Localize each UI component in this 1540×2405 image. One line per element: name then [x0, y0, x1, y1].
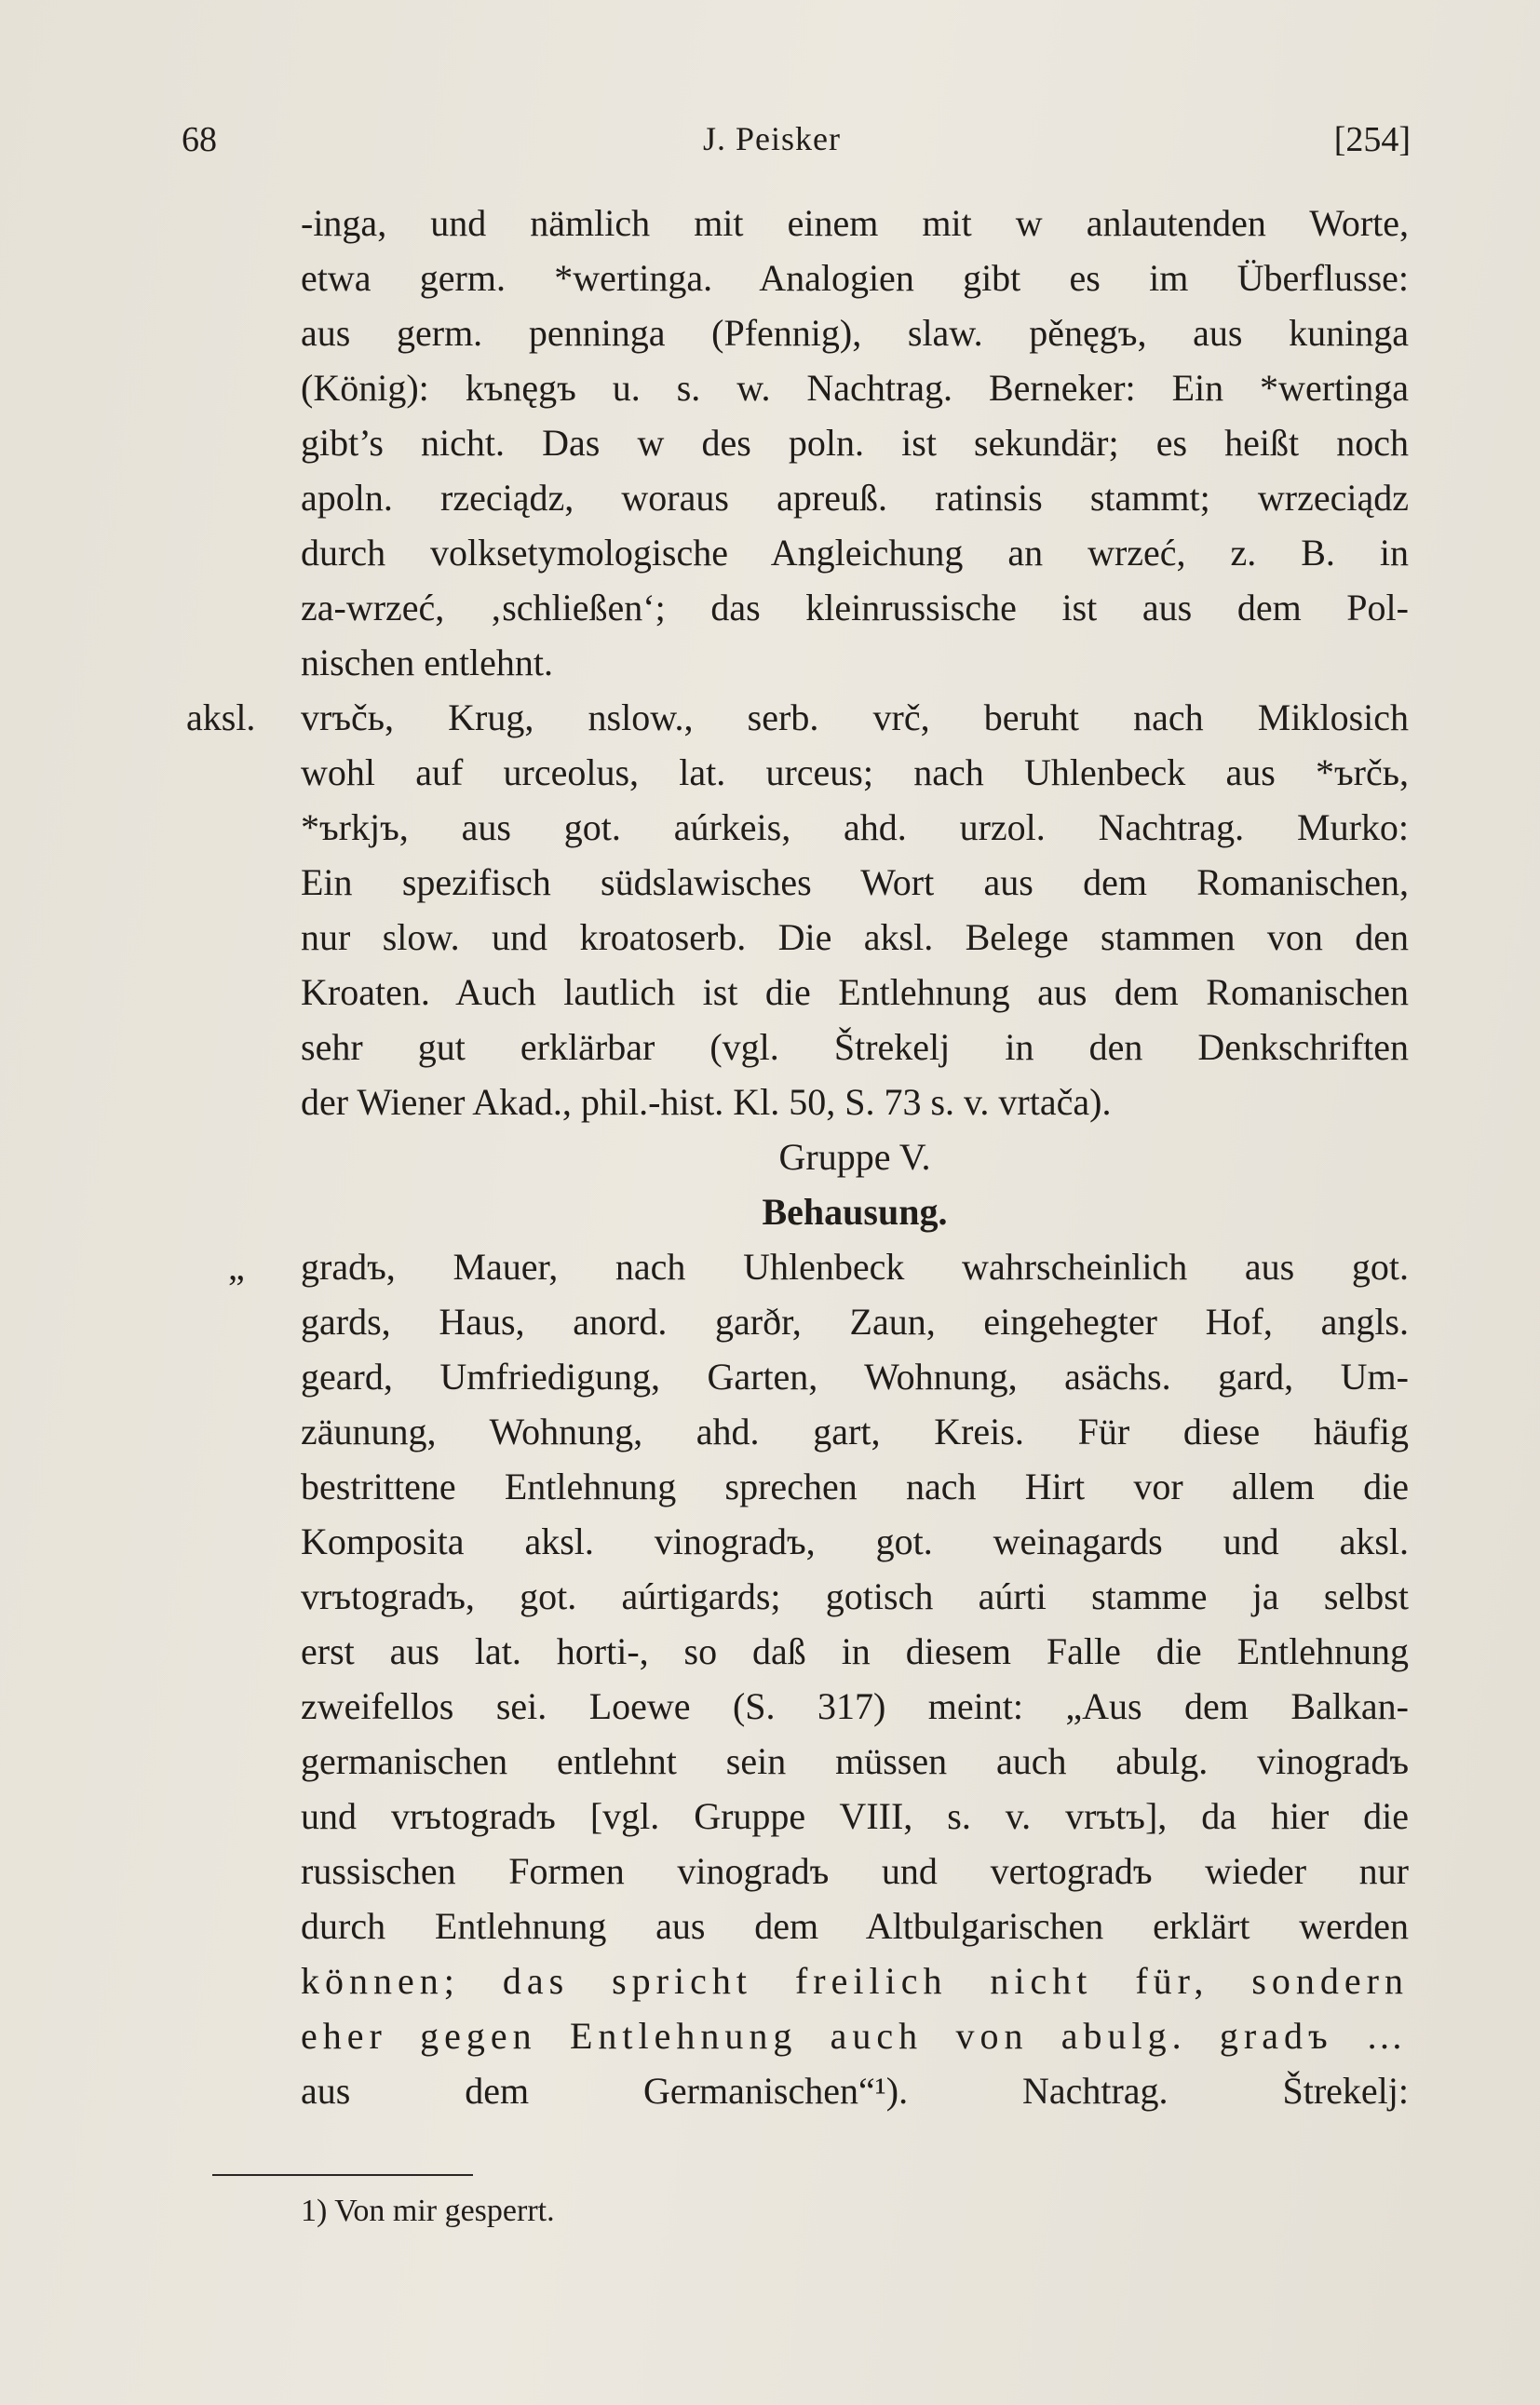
- text-line: gradъ, Mauer, nach Uhlenbeck wahrscheinlich aus got.: [301, 1246, 1409, 1288]
- text-line: russischen Formen vinogradъ und vertogradъ wieder nur: [301, 1850, 1409, 1892]
- page-number: 68: [182, 120, 217, 159]
- text-line: Kroaten. Auch lautlich ist die Entlehnung aus dem Romanischen: [301, 971, 1409, 1013]
- text-line: apoln. rzeciądz, woraus apreuß. ratinsis stammt; wrzeciądz: [301, 477, 1409, 519]
- text-line: bestrittene Entlehnung sprechen nach Hirt vor allem die: [301, 1466, 1409, 1507]
- main-text: [186, 196, 1409, 2118]
- text-line: erst aus lat. horti-, so daß in diesem Falle die Entlehnung: [301, 1630, 1409, 1672]
- text-line: durch Entlehnung aus dem Altbulgarischen erklärt werden: [301, 1905, 1409, 1947]
- margin-label-aksl: aksl.: [186, 696, 256, 738]
- group-title: Gruppe V.: [778, 1136, 931, 1178]
- section-heading: Behausung.: [762, 1191, 948, 1233]
- text-line: gibt’s nicht. Das w des poln. ist sekundär; es heißt noch: [301, 422, 1409, 464]
- text-line: und vrъtogradъ [vgl. Gruppe VIII, s. v. vrъtъ], da hier die: [301, 1795, 1409, 1837]
- text-line: der Wiener Akad., phil.-hist. Kl. 50, S. 73 s. v. vrtača).: [301, 1081, 1112, 1123]
- text-line: geard, Umfriedigung, Garten, Wohnung, asächs. gard, Um-: [301, 1356, 1409, 1398]
- text-line: *ъrkjъ, aus got. aúrkeis, ahd. urzol. Nachtrag. Murko:: [301, 806, 1409, 848]
- text-line: nur slow. und kroatoserb. Die aksl. Belege stammen von den: [301, 916, 1409, 958]
- text-line-spaced: können; das spricht freilich nicht für, sondern: [301, 1960, 1409, 2002]
- text-line: sehr gut erklärbar (vgl. Štrekelj in den Denkschriften: [301, 1026, 1409, 1068]
- text-line: wohl auf urceolus, lat. urceus; nach Uhlenbeck aus *ъrčь,: [301, 751, 1409, 793]
- text-line-spaced: eher gegen Entlehnung auch von abulg. gradъ …: [301, 2015, 1409, 2057]
- text-line: zäunung, Wohnung, ahd. gart, Kreis. Für diese häufig: [301, 1411, 1409, 1452]
- entry-gradu: [228, 1239, 1409, 2118]
- text-line: aus germ. penninga (Pfennig), slaw. pěnęgъ, aus kuninga: [301, 312, 1409, 354]
- text-line: aus dem Germanischen“¹). Nachtrag. Štrekelj:: [301, 2070, 1409, 2112]
- footnote: 1) Von mir gesperrt.: [301, 2194, 555, 2228]
- text-line: -inga, und nämlich mit einem mit w anlautenden Worte,: [301, 202, 1409, 244]
- text-line: vrъtogradъ, got. aúrtigards; gotisch aúrti stamme ja selbst: [301, 1575, 1409, 1617]
- entry-vrucu: [186, 690, 1409, 1129]
- text-line: durch volksetymologische Angleichung an wrzeć, z. B. in: [301, 532, 1409, 574]
- running-title: J. Peisker: [703, 120, 841, 157]
- text-line: (König): kъnęgъ u. s. w. Nachtrag. Berneker: Ein *wertinga: [301, 367, 1409, 409]
- text-line: germanischen entlehnt sein müssen auch abulg. vinogradъ: [301, 1740, 1409, 1782]
- text-line: etwa germ. *wertinga. Analogien gibt es im Überflusse:: [301, 257, 1409, 299]
- original-page-number: [254]: [1333, 120, 1411, 159]
- text-line: vrъčь, Krug, nslow., serb. vrč, beruht nach Miklosich: [301, 696, 1409, 738]
- margin-label-ditto: „: [228, 1246, 245, 1288]
- text-line: Komposita aksl. vinogradъ, got. weinagards und aksl.: [301, 1520, 1409, 1562]
- text-line: za-wrzeć, ‚schließen‘; das kleinrussische ist aus dem Pol-: [301, 587, 1409, 628]
- text-line: zweifellos sei. Loewe (S. 317) meint: „Aus dem Balkan-: [301, 1685, 1409, 1727]
- text-line: Ein spezifisch südslawisches Wort aus dem Romanischen,: [301, 861, 1409, 903]
- footnote-divider: [212, 2174, 473, 2176]
- page-header: [182, 119, 1411, 175]
- text-line: nischen entlehnt.: [301, 642, 554, 683]
- text-line: gards, Haus, anord. garðr, Zaun, eingehegter Hof, angls.: [301, 1301, 1409, 1343]
